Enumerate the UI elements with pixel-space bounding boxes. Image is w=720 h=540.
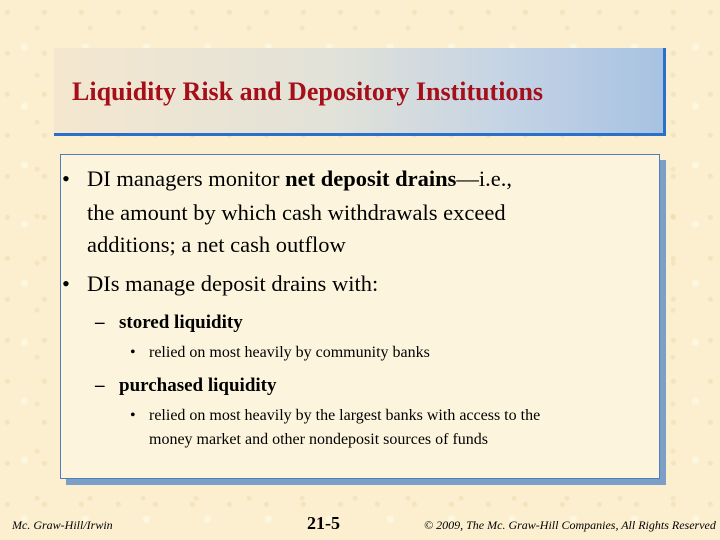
bullet-manage-drains [62,269,379,298]
bullet-marker: • [130,407,136,424]
bullet-text-post: —i.e., [456,166,512,191]
dash-marker: – [95,312,105,333]
slide-number: 21-5 [307,513,340,533]
bullet-text-pre: DI managers monitor [87,166,286,191]
sub-bullet-label: purchased liquidity [119,375,277,396]
footer-copyright: © 2009, The Mc. Graw-Hill Companies, All Rights Reserved [424,518,716,532]
bullet-marker: • [62,271,70,296]
bullet-marker: • [62,166,70,191]
detail-purchased-liquidity-line-2: money market and other nondeposit sources of funds [149,431,489,448]
detail-text: relied on most heavily by the largest banks with access to the [149,407,541,424]
detail-text: relied on most heavily by community banks [149,344,430,361]
sub-bullet-label: stored liquidity [119,312,243,333]
bullet-net-deposit-drains [62,164,512,193]
footer-publisher: Mc. Graw-Hill/Irwin [12,518,113,532]
bullet-marker: • [130,344,136,361]
bullet-text: DIs manage deposit drains with: [87,271,379,296]
detail-stored-liquidity [130,342,430,364]
sub-bullet-purchased-liquidity [95,374,277,398]
bullet-line-2: the amount by which cash withdrawals exceed [87,200,506,225]
sub-bullet-stored-liquidity [95,311,243,335]
detail-purchased-liquidity [130,405,541,427]
slide-title: Liquidity Risk and Depository Institutions [72,77,544,106]
bullet-text-strong: net deposit drains [285,166,457,191]
dash-marker: – [95,375,105,396]
bullet-line-3: additions; a net cash outflow [87,232,346,257]
